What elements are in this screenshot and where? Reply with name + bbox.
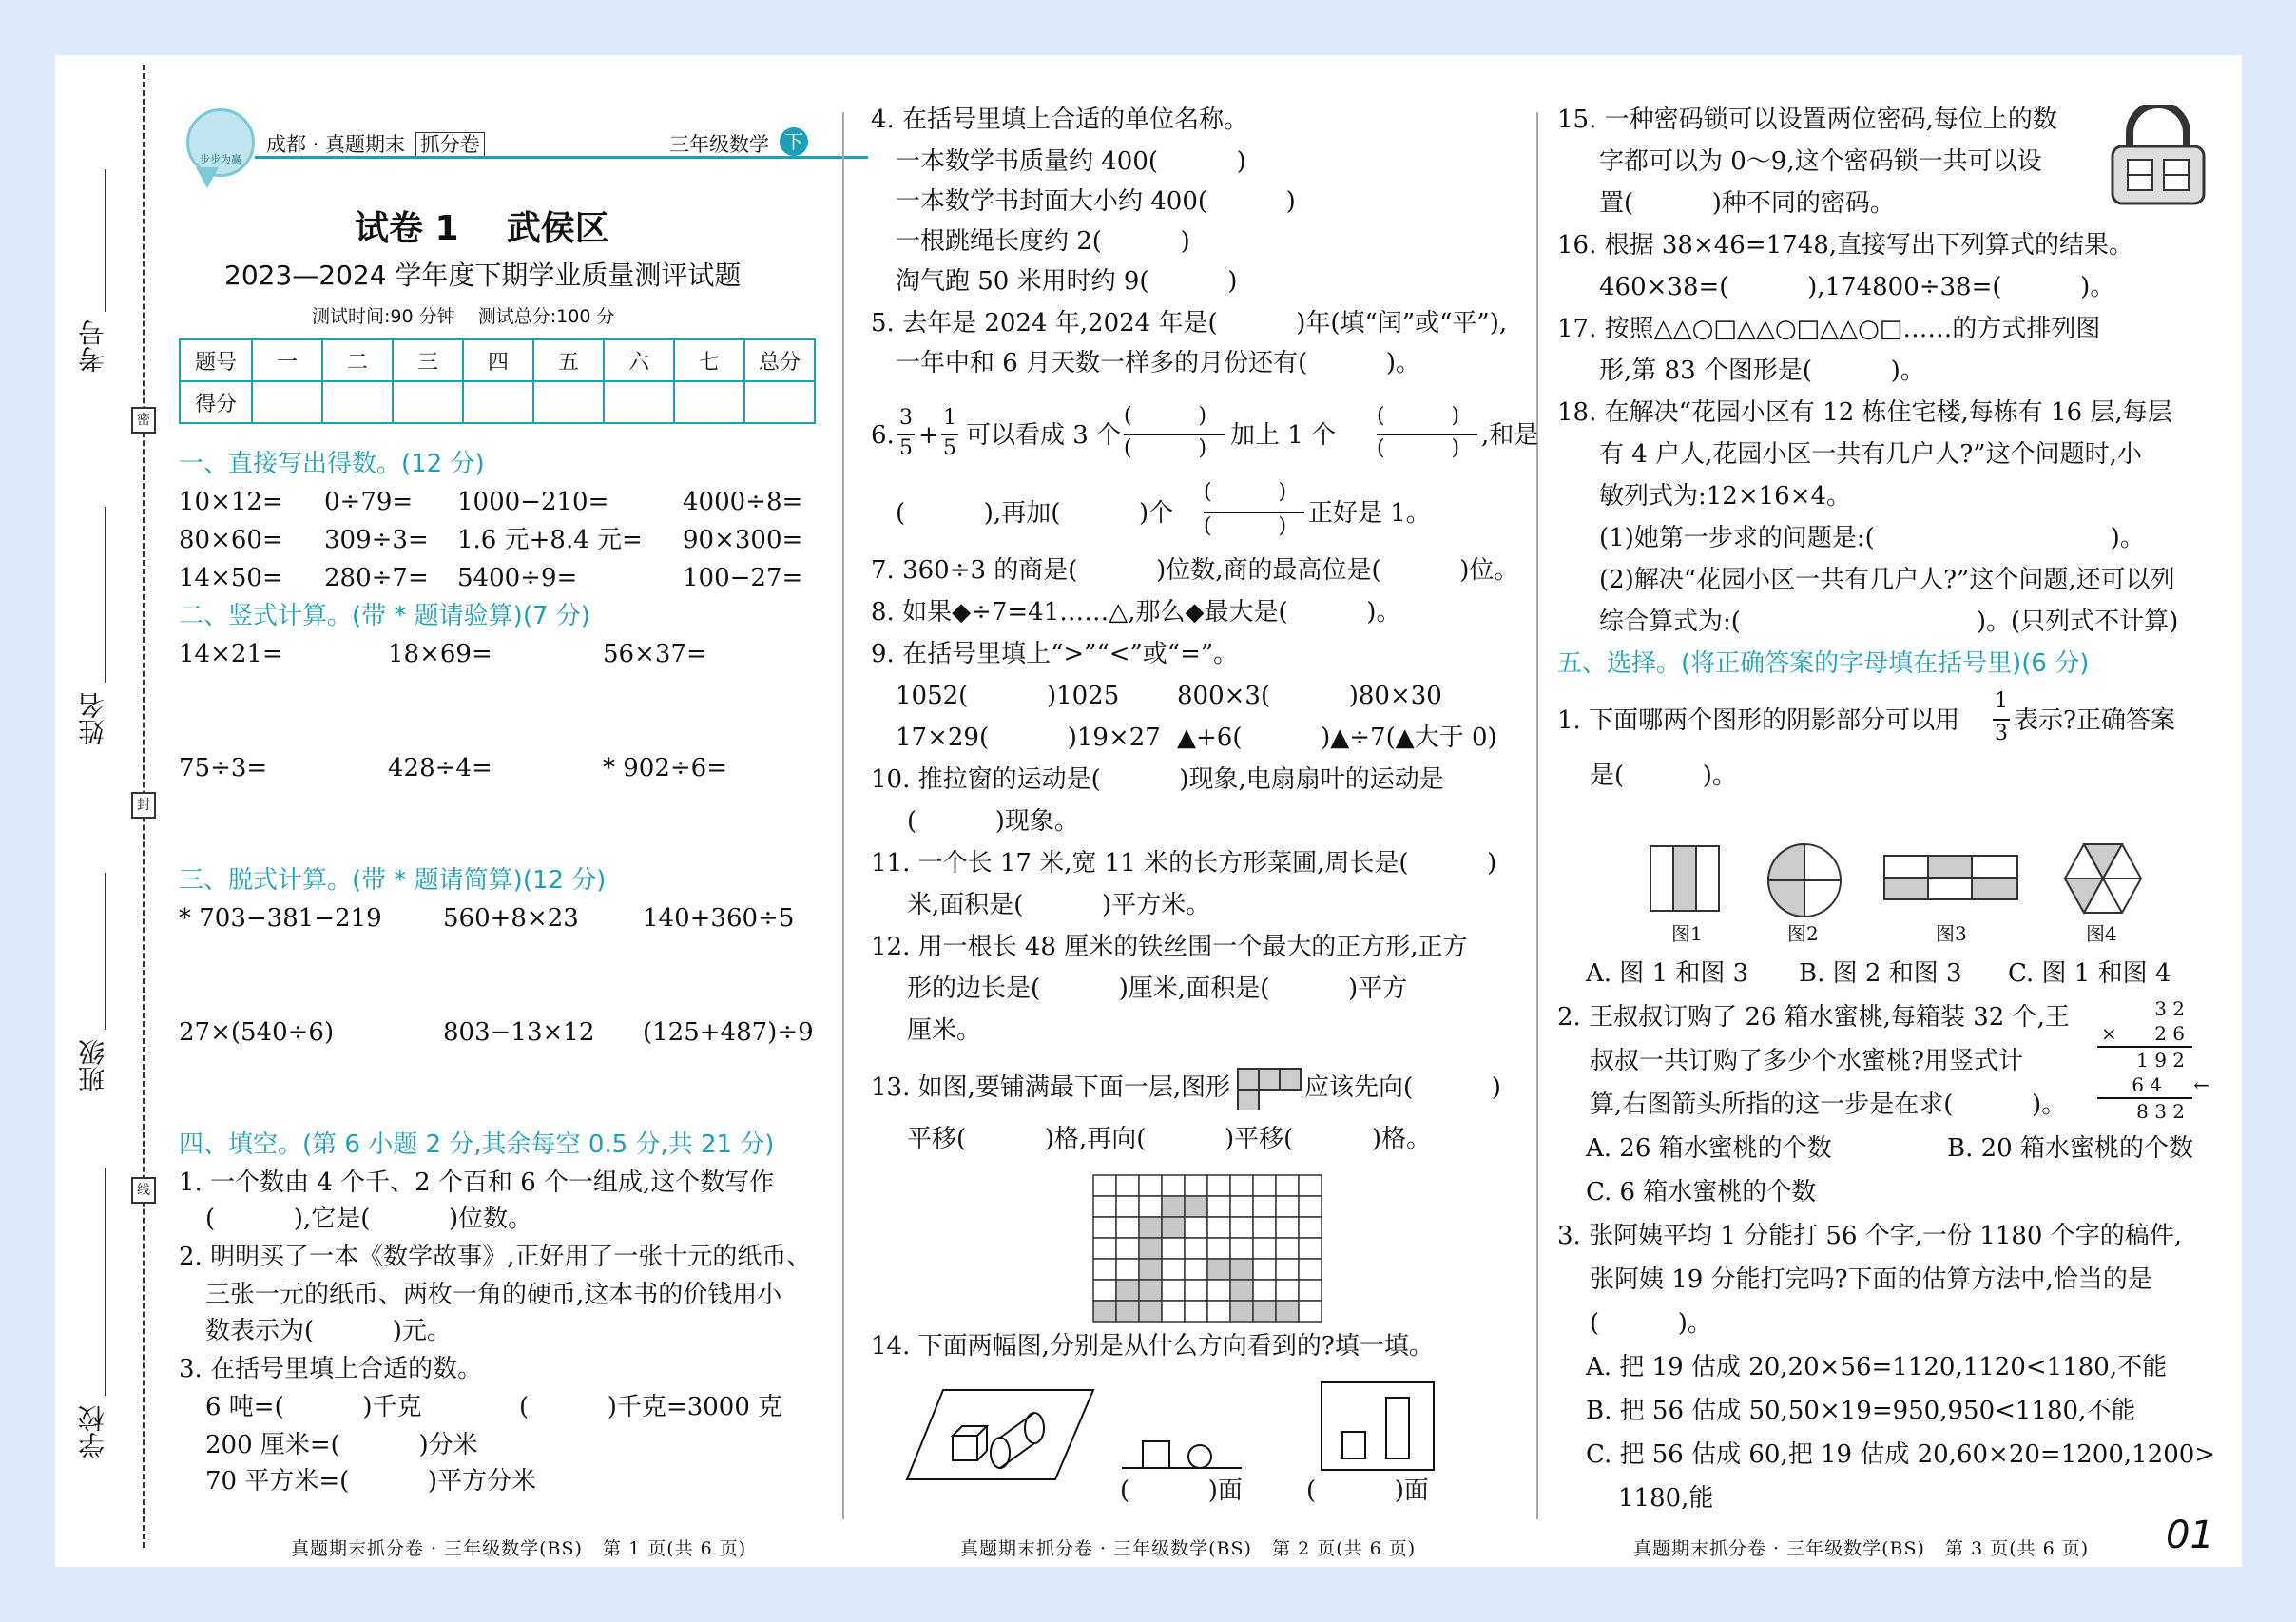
question-text: 18. 在解决“花园小区有 12 栋住宅楼,每栋有 16 层,每层 [1557,398,2172,427]
grid-cell [1253,1238,1276,1259]
score-cell[interactable] [322,381,393,423]
logo-ribbon [196,167,219,188]
calc-item: 27×(540÷6) [179,1018,335,1047]
question-text: 15. 一种密码锁可以设置两位密码,每位上的数 [1557,106,2057,134]
grid-cell [1230,1175,1253,1196]
calc-item: 1000−210= [457,488,609,516]
figure-label: 图3 [1936,922,1967,945]
question-text: 张阿姨 19 分能打完吗?下面的估算方法中,恰当的是 [1590,1265,2152,1294]
choice-option: A. 把 19 估成 20,20×56=1120,1120<1180,不能 [1586,1353,2168,1381]
question-text: ( ),再加( )个 [896,499,1174,528]
page-number: 01 [2166,1514,2214,1557]
grid-cell [1139,1196,1162,1217]
vert-row [2097,1021,2192,1046]
header-rule [255,156,868,159]
grid-cell [1299,1259,1322,1280]
grid-cell [1230,1217,1253,1238]
binding-label-exam-no: 考号 [77,319,108,373]
choice-option-continued: 1180,能 [1618,1484,1714,1513]
grid-cell [1276,1280,1299,1301]
calc-item: 56×37= [603,640,707,668]
l-shape-figure [1236,1067,1302,1110]
question-text: 数表示为( )元。 [205,1317,452,1345]
grid-cell [1299,1301,1322,1322]
question-text: 2. 王叔叔订购了 26 箱水蜜桃,每箱装 32 个,王 [1557,1003,2070,1032]
calc-item: 140+360÷5 [643,904,795,933]
calc-item: 18×69= [388,640,492,668]
grid-cell [1162,1280,1185,1301]
score-header-cell: 题号 [180,339,252,381]
logo-text: 步步为赢 [200,153,241,165]
fraction-denominator: 5 [899,436,913,460]
figure-label: 图2 [1787,922,1819,945]
header-brand-text: 成都 · 真题期末 [266,133,406,156]
calc-item: * 902÷6= [603,754,728,782]
score-cell[interactable] [393,381,463,423]
grid-cell [1299,1217,1322,1238]
question-text: 460×38=( ),174800÷38=( )。 [1599,273,2115,301]
question-text: ▲+6( )▲÷7(▲大于 0) [1177,724,1497,752]
calc-item: 80×60= [179,526,283,554]
exam-subtitle: 2023—2024 学年度下期学业质量测评试题 [224,260,742,291]
calc-item: 280÷7= [324,564,429,592]
question-text: 置( )种不同的密码。 [1599,189,1895,218]
exam-meta: 测试时间:90 分钟 测试总分:100 分 [312,306,615,327]
choice-option: B. 20 箱水蜜桃的个数 [1947,1134,2193,1163]
vert-row: 8 3 2 [2136,1100,2185,1123]
blank-fraction-bottom: ( ) [1204,514,1287,538]
vert-row: 1 9 2 [2136,1049,2185,1072]
vert-row-value: 2 6 [2154,1022,2185,1045]
question-text: ( )千克=3000 克 [519,1393,783,1421]
grid-cell [1299,1238,1322,1259]
question-text: 200 厘米=( )分米 [205,1431,478,1459]
choice-option: C. 把 56 估成 60,把 19 估成 20,60×20=1200,1200> [1586,1440,2216,1469]
grade-badge: 下 [780,127,808,156]
binding-underline [105,1168,106,1396]
grid-cell [1185,1217,1207,1238]
grid-cell [1139,1238,1162,1259]
choice-option: B. 图 2 和图 3 [1799,959,1962,988]
footer-page-1: 真题期末抓分卷 · 三年级数学(BS) 第 1 页(共 6 页) [291,1538,747,1559]
grid-cell [1116,1259,1139,1280]
score-value-row [180,381,815,423]
section-1-heading: 一、直接写出得数。(12 分) [179,450,485,478]
grid-cell [1162,1217,1185,1238]
question-text: 正好是 1。 [1308,499,1431,528]
calc-item: 5400÷9= [457,564,578,592]
question-text: 8. 如果◆÷7=41……△,那么◆最大是( )。 [871,598,1401,627]
score-cell[interactable] [674,381,744,423]
grid-cell [1253,1301,1276,1322]
view-figure-3d [905,1381,1095,1485]
view-answer-b: ( )面 [1306,1477,1429,1505]
grid-cell [1139,1175,1162,1196]
header-brand-box: 抓分卷 [415,132,485,157]
binding-label-name: 姓名 [77,692,108,745]
grid-cell [1299,1175,1322,1196]
blank-fraction-top: ( ) [1377,404,1460,428]
grid-cell [1093,1238,1116,1259]
question-text: 800×3( )80×30 [1177,682,1442,710]
grid-cell [1276,1259,1299,1280]
grid-cell [1253,1217,1276,1238]
calc-item: 75÷3= [179,754,268,782]
question-text: 70 平方米=( )平方分米 [205,1467,537,1496]
grid-cell [1116,1238,1139,1259]
question-text: 7. 360÷3 的商是( )位数,商的最高位是( )位。 [871,556,1519,585]
grid-cell [1276,1217,1299,1238]
section-5-heading: 五、选择。(将正确答案的字母填在括号里)(6 分) [1557,649,2090,678]
question-text: 淘气跑 50 米用时约 9( ) [896,267,1238,296]
grid-cell [1116,1301,1139,1322]
seal-mark: 密 [131,407,156,434]
section-3-heading: 三、脱式计算。(带 * 题请简算)(12 分) [179,866,607,895]
score-header-cell: 五 [533,339,604,381]
question-text: 2. 明明买了一本《数学故事》,正好用了一张十元的纸币、 [179,1243,812,1271]
seal-mark: 封 [131,792,156,819]
question-text: ( )。 [1590,1309,1712,1338]
choice-option: B. 把 56 估成 50,50×19=950,950<1180,不能 [1586,1397,2136,1425]
question-number: 6. [871,421,895,450]
shape-figure-2 [1765,840,1844,920]
blank-fraction-top: ( ) [1204,480,1287,504]
question-text: 9. 在括号里填上“>”“<”或“=”。 [871,640,1239,668]
blank-fraction-bottom: ( ) [1377,436,1460,460]
grid-cell [1116,1280,1139,1301]
score-header-cell: 总分 [744,339,815,381]
score-row-label: 得分 [180,381,252,423]
question-text: 加上 1 个 [1230,421,1337,450]
calc-item: 0÷79= [324,488,414,516]
footer-page-3: 真题期末抓分卷 · 三年级数学(BS) 第 3 页(共 6 页) [1633,1538,2090,1559]
grid-cell [1299,1196,1322,1217]
question-text: 应该先向( ) [1304,1073,1501,1102]
figure-label: 图4 [2086,922,2117,945]
grid-cell [1116,1175,1139,1196]
question-text: 算,右图箭头所指的这一步是在求( )。 [1590,1091,2067,1119]
score-header-row [180,339,815,381]
shape-figure-4 [2063,842,2143,915]
score-header-cell: 三 [393,339,463,381]
fraction-numerator: 1 [943,406,956,430]
grid-cell [1230,1280,1253,1301]
question-text: 形,第 83 个图形是( )。 [1599,357,1925,385]
score-cell[interactable] [463,381,533,423]
grid-cell [1093,1301,1116,1322]
binding-underline [105,507,106,683]
binding-underline [105,873,106,1030]
question-text: 一本数学书质量约 400( ) [896,147,1246,176]
grid-cell [1139,1280,1162,1301]
question-text: ,和是 [1481,421,1539,450]
grid-cell [1093,1280,1116,1301]
question-text: 3. 张阿姨平均 1 分能打 56 个字,一份 1180 个字的稿件, [1557,1222,2182,1250]
calc-item: 309÷3= [324,526,429,554]
binding-label-class: 班级 [77,1039,108,1092]
vert-operator: × [2101,1022,2117,1045]
grid-cell [1207,1301,1230,1322]
score-header-cell: 六 [604,339,674,381]
grid-cell [1276,1196,1299,1217]
question-text: 12. 用一根长 48 厘米的铁丝围一个最大的正方形,正方 [871,933,1468,961]
binding-label-school: 学校 [77,1405,108,1458]
arrow-left-icon: ← [2193,1073,2209,1096]
question-text: 表示?正确答案 [2014,706,2175,735]
grid-cell [1185,1259,1207,1280]
grid-cell [1253,1280,1276,1301]
grid-cell [1185,1175,1207,1196]
grid-cell [1230,1301,1253,1322]
header-grade: 三年级数学 [669,133,769,156]
grid-cell [1139,1259,1162,1280]
calc-item: 14×50= [179,564,283,592]
question-text: 10. 推拉窗的运动是( )现象,电扇扇叶的运动是 [871,765,1444,794]
question-text: 形的边长是( )厘米,面积是( )平方 [907,975,1408,1003]
binding-underline [105,169,106,312]
question-text: 可以看成 3 个 [966,421,1122,450]
grid-cell [1253,1259,1276,1280]
vert-row: 3 2 [2154,997,2185,1020]
grid-cell [1207,1175,1230,1196]
choice-option: C. 6 箱水蜜桃的个数 [1586,1178,1817,1207]
question-text: (1)她第一步求的问题是:( )。 [1599,524,2145,552]
question-text: 1052( )1025 [896,682,1120,710]
exam-sheet [55,55,2242,1567]
grid-cell [1276,1238,1299,1259]
exam-title: 试卷 1 武侯区 [355,209,609,248]
grid-cell [1139,1301,1162,1322]
choice-option: C. 图 1 和图 4 [2008,959,2171,988]
question-text: 米,面积是( )平方米。 [907,891,1211,919]
footer-page-2: 真题期末抓分卷 · 三年级数学(BS) 第 2 页(共 6 页) [960,1538,1417,1559]
question-text: 5. 去年是 2024 年,2024 年是( )年(填“闰”或“平”), [871,309,1508,338]
seal-mark: 线 [131,1177,156,1204]
grid-cell [1230,1196,1253,1217]
question-text: ( )现象。 [907,807,1079,836]
vertical-multiplication [2097,996,2209,1124]
grid-cell [1207,1280,1230,1301]
vert-row-value: 6 4 [2132,1073,2162,1096]
grid-cell [1093,1259,1116,1280]
question-text: 叔叔一共订购了多少个水蜜桃?用竖式计 [1590,1047,2023,1075]
calc-item: 100−27= [683,564,803,592]
column-divider [1536,112,1538,1519]
shape-figure-1 [1649,844,1725,915]
grid-cell [1116,1217,1139,1238]
question-text: 字都可以为 0～9,这个密码锁一共可以设 [1599,147,2042,176]
grid-cell [1162,1175,1185,1196]
grid-cell [1207,1196,1230,1217]
grid-cell [1276,1175,1299,1196]
question-text: 4. 在括号里填上合适的单位名称。 [871,106,1249,134]
grid-cell [1207,1259,1230,1280]
question-text: 16. 根据 38×46=1748,直接写出下列算式的结果。 [1557,231,2134,260]
score-cell[interactable] [533,381,604,423]
choice-option: A. 26 箱水蜜桃的个数 [1586,1134,1832,1163]
question-text: 3. 在括号里填上合适的数。 [179,1355,483,1383]
question-text: 6 吨=( )千克 [205,1393,422,1421]
blank-fraction-top: ( ) [1124,404,1207,428]
calc-item: 428÷4= [388,754,492,782]
score-cell[interactable] [604,381,674,423]
grid-cell [1185,1301,1207,1322]
header-brand [266,129,485,158]
grid-cell [1162,1301,1185,1322]
question-text: (2)解决“花园小区一共有几户人?”这个问题,还可以列 [1599,566,2175,594]
question-text: 是( )。 [1590,762,1737,790]
question-text: 有 4 户人,花园小区一共有几户人?”这个问题时,小 [1599,440,2142,469]
plus-sign: + [918,421,939,450]
score-header-cell: 七 [674,339,744,381]
question-text: 三张一元的纸币、两枚一角的硬币,这本书的价钱用小 [205,1281,782,1309]
grid-cell [1230,1259,1253,1280]
score-header-cell: 四 [463,339,533,381]
fraction-denominator: 5 [943,436,956,460]
score-header-cell: 一 [252,339,322,381]
grid-cell [1185,1280,1207,1301]
grid-cell [1207,1238,1230,1259]
question-text: 敏列式为:12×16×4。 [1599,482,1852,511]
calc-item: 4000÷8= [683,488,803,516]
question-text: 17. 按照△△○□△△○□△△○□……的方式排列图 [1557,315,2101,343]
grid-cell [1185,1196,1207,1217]
score-cell[interactable] [744,381,815,423]
grid-cell [1253,1175,1276,1196]
choice-option: A. 图 1 和图 3 [1586,959,1749,988]
tiling-grid-figure [1091,1173,1323,1323]
view-figure-b [1320,1381,1437,1474]
grid-cell [1139,1217,1162,1238]
question-text: 综合算式为:( )。(只列式不计算) [1599,608,2179,636]
question-text: 厘米。 [907,1016,982,1045]
calc-item: * 703−381−219 [179,904,382,933]
view-figure-a [1120,1424,1244,1472]
lock-icon [2109,105,2208,207]
question-text: 13. 如图,要铺满最下面一层,图形 [871,1073,1231,1102]
fraction-denominator: 3 [1995,722,2008,745]
grid-cell [1162,1259,1185,1280]
shape-figure-3 [1882,854,2021,903]
question-text: 平移( )格,再向( )平移( )格。 [907,1125,1432,1153]
question-text: 一年中和 6 月天数一样多的月份还有( )。 [896,349,1421,377]
calc-item: 10×12= [179,488,283,516]
grid-cell [1276,1301,1299,1322]
view-answer-a: ( )面 [1120,1477,1243,1505]
question-text: 11. 一个长 17 米,宽 11 米的长方形菜圃,周长是( ) [871,849,1497,878]
grid-cell [1207,1217,1230,1238]
calc-item: (125+487)÷9 [643,1018,814,1047]
blank-fraction-bottom: ( ) [1124,436,1207,460]
column-divider [842,112,844,1519]
grid-cell [1253,1196,1276,1217]
score-header-cell: 二 [322,339,393,381]
grid-cell [1162,1196,1185,1217]
calc-item: 90×300= [683,526,803,554]
grid-cell [1162,1238,1185,1259]
grid-cell [1093,1175,1116,1196]
question-text: 一本数学书封面大小约 400( ) [896,187,1296,216]
grid-cell [1230,1238,1253,1259]
question-text: 14. 下面两幅图,分别是从什么方向看到的?填一填。 [871,1332,1434,1361]
calc-item: 14×21= [179,640,283,668]
figure-label: 图1 [1671,922,1703,945]
calc-item: 1.6 元+8.4 元= [457,526,643,554]
fraction-numerator: 1 [1995,689,2008,713]
grid-cell [1299,1280,1322,1301]
grid-cell [1116,1196,1139,1217]
vert-row [2097,1072,2209,1097]
section-2-heading: 二、竖式计算。(带 * 题请验算)(7 分) [179,602,590,630]
question-text: 1. 下面哪两个图形的阴影部分可以用 [1557,706,1960,735]
calc-item: 803−13×12 [443,1018,595,1047]
question-text: 一根跳绳长度约 2( ) [896,227,1190,256]
grid-cell [1093,1217,1116,1238]
section-4-heading: 四、填空。(第 6 小题 2 分,其余每空 0.5 分,共 21 分) [179,1130,775,1159]
grid-cell [1093,1196,1116,1217]
grid-cell [1185,1238,1207,1259]
score-cell[interactable] [252,381,322,423]
question-text: ( ),它是( )位数。 [205,1205,533,1233]
question-text: 17×29( )19×27 [896,724,1161,752]
fraction-numerator: 3 [899,406,913,430]
score-table [179,338,816,424]
calc-item: 560+8×23 [443,904,579,933]
question-text: 1. 一个数由 4 个千、2 个百和 6 个一组成,这个数写作 [179,1168,775,1197]
